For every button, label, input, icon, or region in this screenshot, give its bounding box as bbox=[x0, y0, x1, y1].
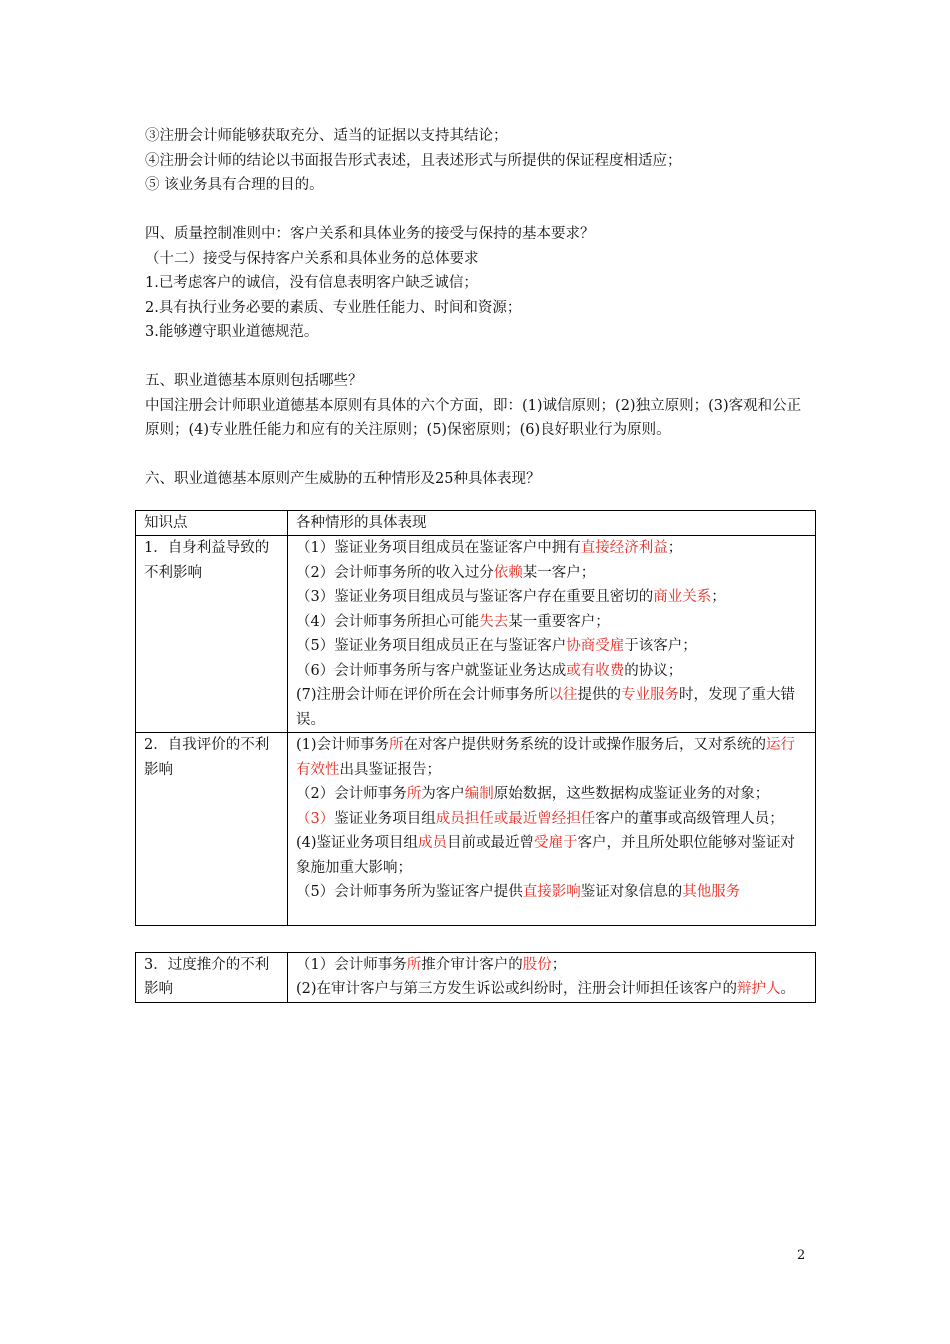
intro-item-3: ③注册会计师能够获取充分、适当的证据以支持其结论； bbox=[145, 128, 508, 144]
section5-title: 五、职业道德基本原则包括哪些？ bbox=[145, 373, 363, 389]
row2-item-5: （5）会计师事务所为鉴证客户提供直接影响鉴证对象信息的其他服务 bbox=[296, 884, 741, 900]
section4-item-1: 1.已考虑客户的诚信，没有信息表明客户缺乏诚信； bbox=[145, 275, 478, 291]
section6-title: 六、职业道德基本原则产生威胁的五种情形及25种具体表现？ bbox=[145, 471, 541, 487]
row2-item-4: (4)鉴证业务项目组成员目前或最近曾受雇于客户，并且所处职位能够对鉴证对象施加重大影响； bbox=[296, 835, 796, 876]
row3-topic: 3．过度推介的不利影响 bbox=[136, 952, 288, 1002]
table-header-row bbox=[136, 510, 816, 536]
row1-item-6: （6）会计师事务所与客户就鉴证业务达成或有收费的协议； bbox=[296, 662, 683, 679]
threats-table bbox=[135, 510, 816, 926]
intro-item-5: ⑤ 该业务具有合理的目的。 bbox=[145, 177, 324, 193]
table-row bbox=[136, 733, 816, 926]
row1-details bbox=[288, 536, 816, 733]
section5-body: 中国注册会计师职业道德基本原则有具体的六个方面，即：(1)诚信原则；(2)独立原则；(3)客观和公正原则；(4)专业胜任能力和应有的关注原则；(5)保密原则；(6)良好职业行为原则。 bbox=[145, 397, 802, 438]
section4-title: 四、质量控制准则中：客户关系和具体业务的接受与保持的基本要求？ bbox=[145, 226, 595, 242]
row1-item-3: （3）鉴证业务项目组成员与鉴证客户存在重要且密切的商业关系； bbox=[296, 589, 726, 605]
row1-item-7: (7)注册会计师在评价所在会计师事务所以往提供的专业服务时，发现了重大错误。 bbox=[296, 687, 796, 728]
row3-item-1: （1）会计师事务所推介审计客户的股份； bbox=[296, 956, 567, 973]
row2-item-2: （2）会计师事务所为客户编制原始数据，这些数据构成鉴证业务的对象； bbox=[296, 786, 770, 802]
row2-details bbox=[288, 733, 816, 926]
row1-topic: 1．自身利益导致的不利影响 bbox=[136, 536, 288, 733]
row2-item-3: （3）鉴证业务项目组成员担任或最近曾经担任客户的董事或高级管理人员； bbox=[296, 810, 784, 827]
section4-subtitle: （十二）接受与保持客户关系和具体业务的总体要求 bbox=[145, 250, 479, 267]
page-number: 2 bbox=[797, 1248, 806, 1263]
section4-item-2: 2.具有执行业务必要的素质、专业胜任能力、时间和资源； bbox=[145, 299, 522, 316]
row3-item-2: (2)在审计客户与第三方发生诉讼或纠纷时，注册会计师担任该客户的辩护人。 bbox=[296, 981, 796, 997]
row1-item-1: （1）鉴证业务项目组成员在鉴证客户中拥有直接经济利益； bbox=[296, 540, 683, 556]
row3-details bbox=[288, 952, 816, 1002]
row1-item-2: （2）会计师事务所的收入过分依赖某一客户； bbox=[296, 564, 596, 581]
threats-table-continued bbox=[135, 952, 816, 1003]
section4-item-3: 3.能够遵守职业道德规范。 bbox=[145, 324, 319, 340]
row1-item-5: （5）鉴证业务项目组成员正在与鉴证客户协商受雇于该客户； bbox=[296, 638, 697, 654]
row2-item-1: (1)会计师事务所在对客户提供财务系统的设计或操作服务后，又对系统的运行有效性出具鉴证报告； bbox=[296, 737, 796, 778]
row1-item-4: （4）会计师事务所担心可能失去某一重要客户； bbox=[296, 613, 610, 630]
intro-item-4: ④注册会计师的结论以书面报告形式表述，且表述形式与所提供的保证程度相适应； bbox=[145, 152, 682, 169]
header-details: 各种情形的具体表现 bbox=[288, 510, 816, 536]
table-row bbox=[136, 952, 816, 1002]
row2-topic: 2．自我评价的不利影响 bbox=[136, 733, 288, 926]
header-topic: 知识点 bbox=[136, 510, 288, 536]
table-row bbox=[136, 536, 816, 733]
page-content bbox=[145, 124, 815, 1003]
